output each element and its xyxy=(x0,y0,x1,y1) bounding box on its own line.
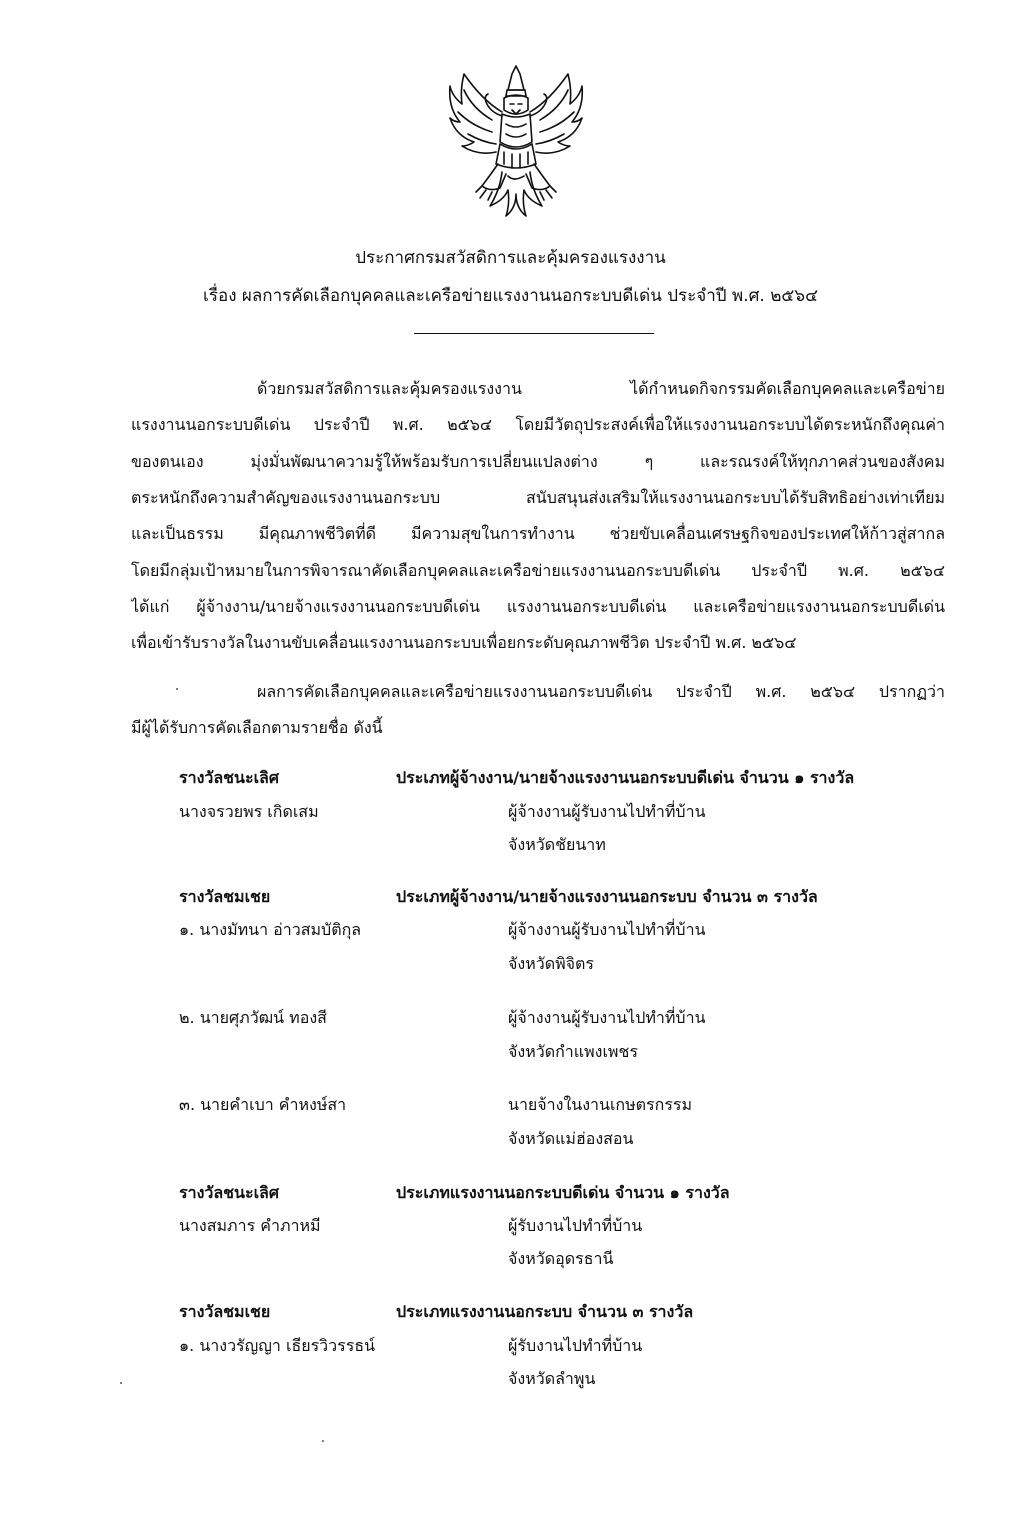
paragraph-line: ตระหนักถึงความสำคัญของแรงงานนอกระบบ สนับสนุนส่งเสริมให้แรงงานนอกระบบได้รับสิทธิอย่างเท่าเทียม xyxy=(131,488,945,507)
winner-role: ผู้จ้างงานผู้รับงานไปทำที่บ้าน xyxy=(508,802,706,821)
winner-province: จังหวัดแม่ฮ่องสอน xyxy=(508,1129,634,1148)
paragraph-line: โดยมีกลุ่มเป้าหมายในการพิจารณาคัดเลือกบุคคลและเครือข่ายแรงงานนอกระบบดีเด่น ประจำปี พ.ศ. ๒๕๖๔ xyxy=(131,561,945,580)
award-category: ประเภทแรงงานนอกระบบ จำนวน ๓ รางวัล xyxy=(396,1302,694,1321)
announcement-title: ประกาศกรมสวัสดิการและคุ้มครองแรงงาน xyxy=(355,248,666,268)
award-heading xyxy=(0,885,1021,909)
winner-province: จังหวัดพิจิตร xyxy=(508,954,595,973)
paragraph-line: แรงงานนอกระบบดีเด่น ประจำปี พ.ศ. ๒๕๖๔ โดยมีวัตถุประสงค์เพื่อให้แรงงานนอกระบบได้ตระหนักถึงคุณค่า xyxy=(131,415,945,434)
winner-role: ผู้จ้างงานผู้รับงานไปทำที่บ้าน xyxy=(508,920,706,939)
paragraph-line: ของตนเอง มุ่งมั่นพัฒนาความรู้ให้พร้อมรับการเปลี่ยนแปลงต่าง ๆ และรณรงค์ให้ทุกภาคส่วนของสังคม xyxy=(131,452,945,471)
winner-name: ๑. นางมัทนา อ่าวสมบัติกุล xyxy=(179,920,362,939)
award-category: ประเภทแรงงานนอกระบบดีเด่น จำนวน ๑ รางวัล xyxy=(396,1183,730,1202)
winner-province-row xyxy=(0,1367,1021,1391)
winner-name: นางสมภาร คำภาหมี xyxy=(179,1216,321,1235)
award-heading xyxy=(0,1181,1021,1205)
award-title: รางวัลชมเชย xyxy=(179,887,271,906)
award-title: รางวัลชมเชย xyxy=(179,1302,271,1321)
scan-speck xyxy=(120,1382,122,1384)
winner-row xyxy=(0,1334,1021,1358)
winner-row xyxy=(0,1093,1021,1117)
winner-province-row xyxy=(0,1127,1021,1151)
winner-province: จังหวัดกำแพงเพชร xyxy=(508,1042,638,1061)
winner-province: จังหวัดอุดรธานี xyxy=(508,1249,614,1268)
award-category: ประเภทผู้จ้างงาน/นายจ้างแรงงานนอกระบบดีเด่น จำนวน ๑ รางวัล xyxy=(396,768,855,787)
winner-role: นายจ้างในงานเกษตรกรรม xyxy=(508,1095,693,1114)
paragraph-line: และเป็นธรรม มีคุณภาพชีวิตที่ดี มีความสุขในการทำงาน ช่วยขับเคลื่อนเศรษฐกิจของประเทศให้ก้าวสู่สากล xyxy=(131,524,945,543)
paragraph-line: ด้วยกรมสวัสดิการและคุ้มครองแรงงาน ได้กำหนดกิจกรรมคัดเลือกบุคคลและเครือข่าย xyxy=(257,379,945,398)
winner-province: จังหวัดลำพูน xyxy=(508,1369,596,1388)
winner-province-row xyxy=(0,952,1021,976)
winner-row xyxy=(0,918,1021,942)
winner-province-row xyxy=(0,833,1021,857)
winner-role: ผู้รับงานไปทำที่บ้าน xyxy=(508,1216,643,1235)
paragraph-line: เพื่อเข้ารับรางวัลในงานขับเคลื่อนแรงงานนอกระบบเพื่อยกระดับคุณภาพชีวิต ประจำปี พ.ศ. ๒๕๖๔ xyxy=(131,633,797,652)
winner-province: จังหวัดชัยนาท xyxy=(508,835,606,854)
winner-row xyxy=(0,1006,1021,1030)
award-heading xyxy=(0,766,1021,790)
winner-row xyxy=(0,1214,1021,1238)
winner-row xyxy=(0,800,1021,824)
award-category: ประเภทผู้จ้างงาน/นายจ้างแรงงานนอกระบบ จำนวน ๓ รางวัล xyxy=(396,887,818,906)
winner-name: ๓. นายคำเบา คำหงษ์สา xyxy=(179,1095,347,1114)
announcement-subject: เรื่อง ผลการคัดเลือกบุคคลและเครือข่ายแรงงานนอกระบบดีเด่น ประจำปี พ.ศ. ๒๕๖๔ xyxy=(203,286,818,306)
award-title: รางวัลชนะเลิศ xyxy=(179,768,279,787)
winner-name: นางจรวยพร เกิดเสม xyxy=(179,802,319,821)
paragraph-line: ผลการคัดเลือกบุคคลและเครือข่ายแรงงานนอกระบบดีเด่น ประจำปี พ.ศ. ๒๕๖๔ ปรากฏว่า xyxy=(257,682,945,701)
winner-name: ๑. นางวรัญญา เธียรวิวรรธน์ xyxy=(179,1336,376,1355)
award-heading xyxy=(0,1300,1021,1324)
scan-speck xyxy=(322,1440,324,1442)
winner-province-row xyxy=(0,1247,1021,1271)
winner-role: ผู้จ้างงานผู้รับงานไปทำที่บ้าน xyxy=(508,1008,706,1027)
scan-speck xyxy=(176,688,178,690)
winner-name: ๒. นายศุภวัฒน์ ทองสี xyxy=(179,1008,327,1027)
winner-province-row xyxy=(0,1040,1021,1064)
paragraph-line: มีผู้ได้รับการคัดเลือกตามรายชื่อ ดังนี้ xyxy=(131,718,383,737)
title-divider xyxy=(414,333,654,334)
garuda-emblem-icon xyxy=(442,60,590,222)
paragraph-line: ได้แก่ ผู้จ้างงาน/นายจ้างแรงงานนอกระบบดีเด่น แรงงานนอกระบบดีเด่น และเครือข่ายแรงงานนอกระบบดีเด่น xyxy=(131,597,945,616)
award-title: รางวัลชนะเลิศ xyxy=(179,1183,279,1202)
winner-role: ผู้รับงานไปทำที่บ้าน xyxy=(508,1336,643,1355)
